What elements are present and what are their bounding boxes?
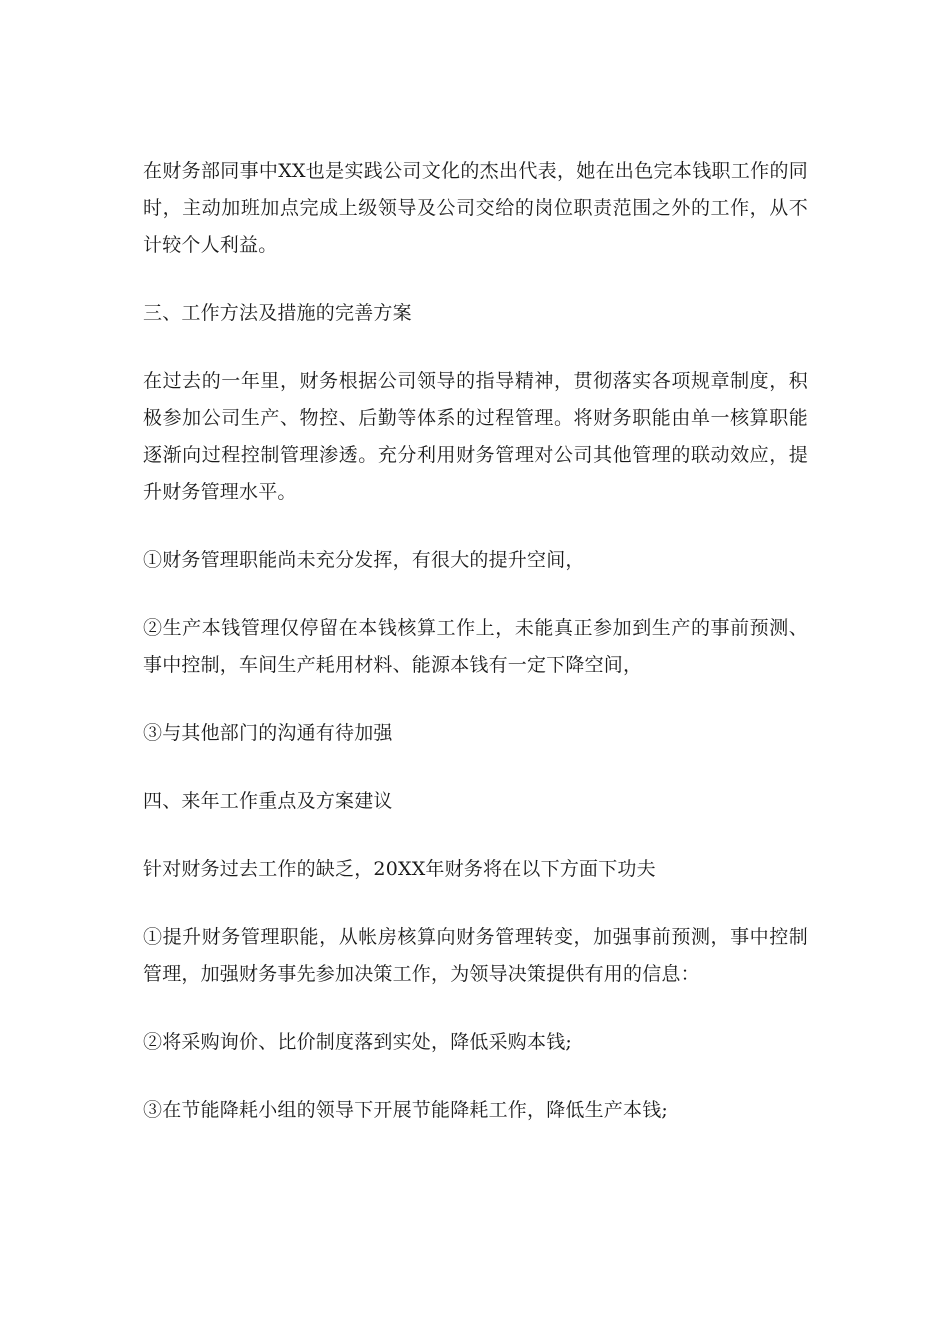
list-item-issue-2: ②生产本钱管理仅停留在本钱核算工作上，未能真正参加到生产的事前预测、事中控制，车间生产耗用材料、能源本钱有一定下降空间， bbox=[143, 617, 808, 676]
paragraph-past-year: 在过去的一年里，财务根据公司领导的指导精神，贯彻落实各项规章制度，积极参加公司生产、物控、后勤等体系的过程管理。将财务职能由单一核算职能逐渐向过程控制管理渗透。充分利用财务管理对公司其他管理的联动效应，提升财务管理水平。 bbox=[143, 370, 808, 503]
section-heading-4: 四、来年工作重点及方案建议 bbox=[143, 790, 393, 812]
section-heading-3: 三、工作方法及措施的完善方案 bbox=[143, 302, 412, 324]
list-item-issue-1: ①财务管理职能尚未充分发挥，有很大的提升空间， bbox=[143, 549, 585, 571]
list-item-issue-3: ③与其他部门的沟通有待加强 bbox=[143, 722, 393, 744]
paragraph-colleague-praise: 在财务部同事中XX也是实践公司文化的杰出代表，她在出色完本钱职工作的同时，主动加班加点完成上级领导及公司交给的岗位职责范围之外的工作，从不计较个人利益。 bbox=[143, 160, 808, 256]
list-item-plan-1: ①提升财务管理职能，从帐房核算向财务管理转变，加强事前预测，事中控制管理，加强财务事先参加决策工作，为领导决策提供有用的信息： bbox=[143, 926, 808, 985]
list-item-plan-2: ②将采购询价、比价制度落到实处，降低采购本钱; bbox=[143, 1031, 573, 1053]
paragraph-next-year-intro: 针对财务过去工作的缺乏，20XX年财务将在以下方面下功夫 bbox=[143, 858, 656, 880]
document-body bbox=[143, 153, 808, 1160]
list-item-plan-3: ③在节能降耗小组的领导下开展节能降耗工作，降低生产本钱; bbox=[143, 1099, 669, 1121]
